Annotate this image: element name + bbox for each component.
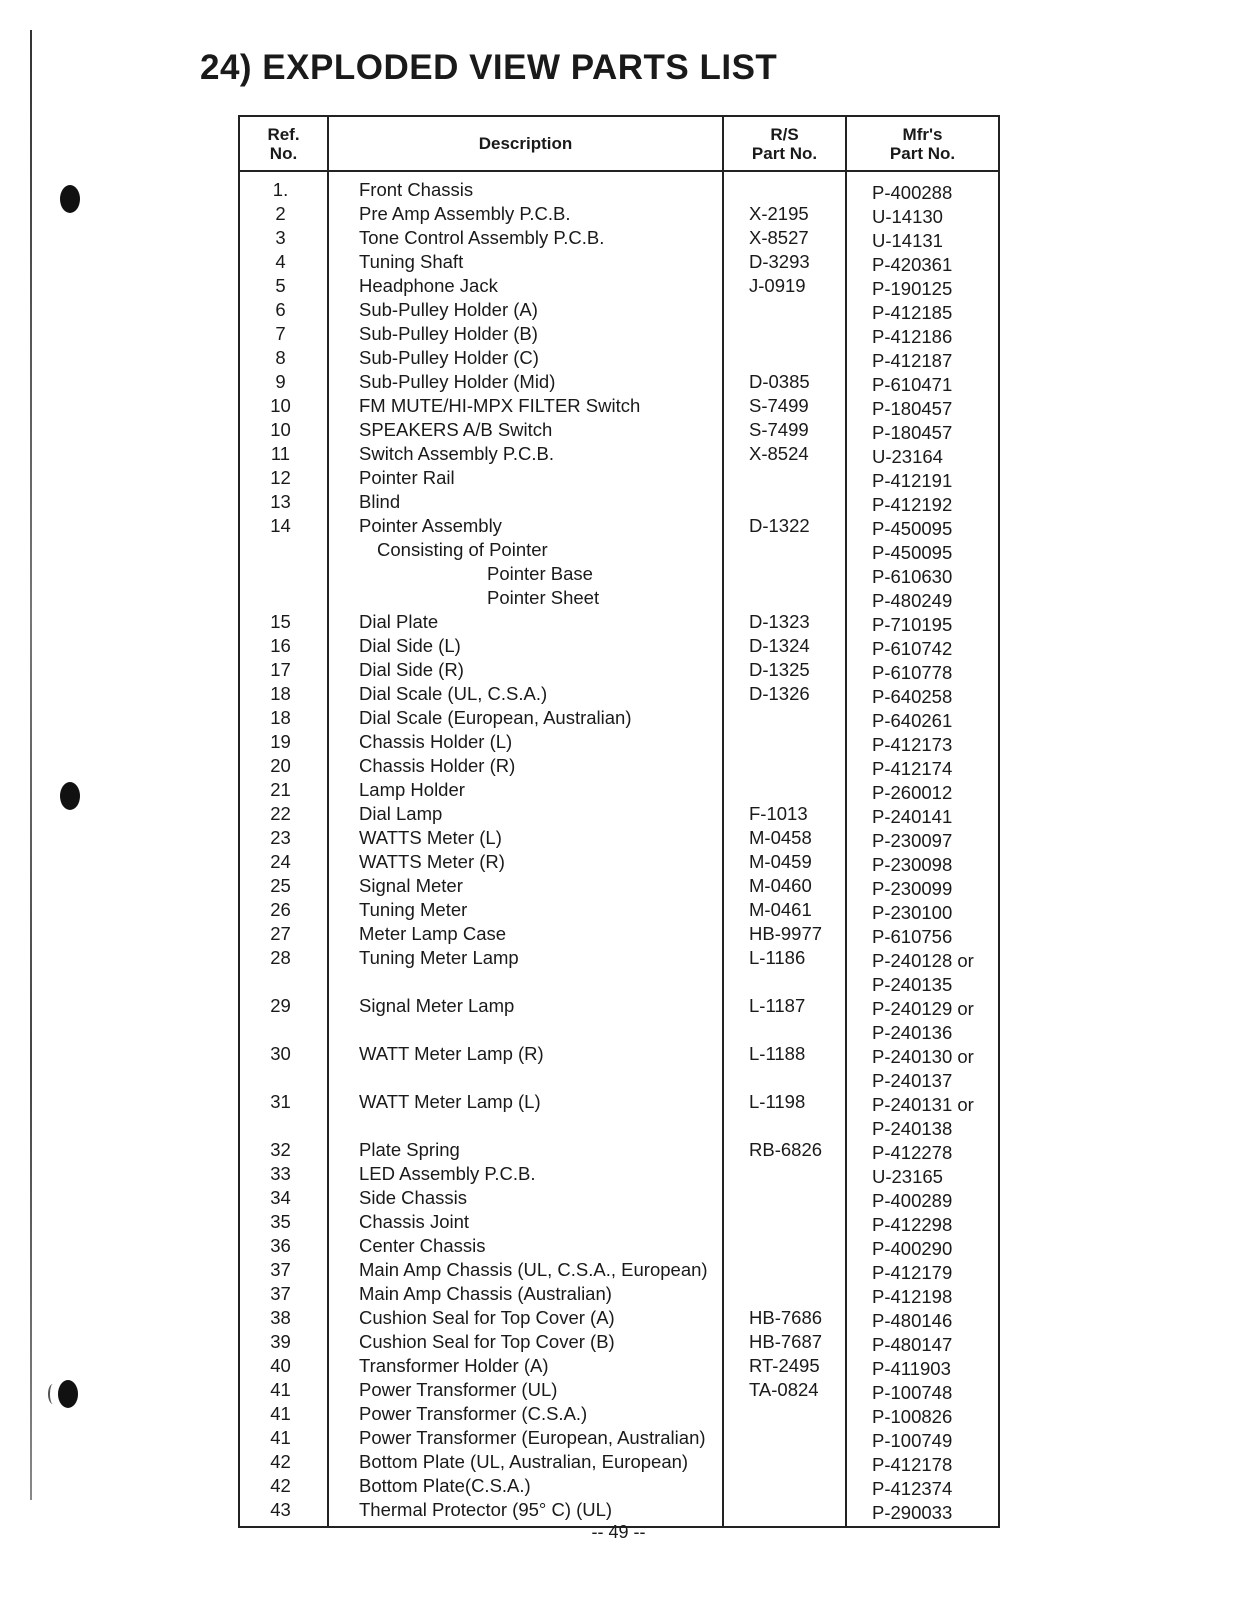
table-row <box>240 778 998 802</box>
mfr-part-cell: P-412192 <box>872 494 953 515</box>
table-row <box>240 634 998 658</box>
table-body <box>240 172 998 1526</box>
ref-cell: 32 <box>270 1139 291 1160</box>
ref-cell: 17 <box>270 659 291 680</box>
mfr-part-cell: P-480146 <box>872 1310 953 1331</box>
table-row <box>240 1474 998 1498</box>
ref-cell <box>240 538 329 562</box>
rs-part-cell <box>724 562 847 586</box>
table-row <box>240 970 998 994</box>
description-cell: Tone Control Assembly P.C.B. <box>359 227 605 248</box>
description-cell: Chassis Holder (L) <box>359 731 513 752</box>
description-cell: Chassis Holder (R) <box>359 755 516 776</box>
rs-part-cell <box>724 1066 847 1090</box>
ref-cell: 4 <box>275 251 286 272</box>
rs-part-cell: S-7499 <box>749 395 809 416</box>
mfr-part-cell: P-412198 <box>872 1286 953 1307</box>
mfr-part-cell: P-412174 <box>872 758 953 779</box>
ref-cell: 41 <box>270 1427 291 1448</box>
description-cell: Front Chassis <box>359 179 474 200</box>
rs-part-cell <box>724 1426 847 1450</box>
table-row <box>240 898 998 922</box>
description-cell: Pointer Assembly <box>359 515 502 536</box>
description-cell: Consisting of Pointer <box>377 539 548 560</box>
description-cell: Cushion Seal for Top Cover (B) <box>359 1331 615 1352</box>
table-row <box>240 178 998 202</box>
description-cell: Sub-Pulley Holder (B) <box>359 323 538 344</box>
description-cell <box>329 1018 724 1042</box>
ref-cell: 6 <box>275 299 286 320</box>
ref-cell: 10 <box>270 395 291 416</box>
mfr-part-cell: P-412178 <box>872 1454 953 1475</box>
description-cell <box>329 1114 724 1138</box>
mfr-part-cell: P-240135 <box>872 974 953 995</box>
mfr-part-cell: P-180457 <box>872 398 953 419</box>
rs-part-cell <box>724 778 847 802</box>
mfr-part-cell: P-640261 <box>872 710 953 731</box>
description-cell: Bottom Plate(C.S.A.) <box>359 1475 531 1496</box>
table-row <box>240 1234 998 1258</box>
punch-hole-middle <box>60 782 80 810</box>
ref-cell: 26 <box>270 899 291 920</box>
table-row <box>240 922 998 946</box>
description-cell: Meter Lamp Case <box>359 923 507 944</box>
table-row <box>240 1210 998 1234</box>
description-cell: Tuning Meter <box>359 899 468 920</box>
ref-cell: 35 <box>270 1211 291 1232</box>
ref-cell: 14 <box>270 515 291 536</box>
table-row <box>240 466 998 490</box>
ref-cell: 41 <box>270 1403 291 1424</box>
description-cell: Tuning Shaft <box>359 251 464 272</box>
table-row <box>240 1138 998 1162</box>
mfr-part-cell: P-610778 <box>872 662 953 683</box>
description-cell: Lamp Holder <box>359 779 465 800</box>
ref-cell: 7 <box>275 323 286 344</box>
rs-part-cell <box>724 1282 847 1306</box>
table-row <box>240 1042 998 1066</box>
table-row <box>240 1162 998 1186</box>
ref-cell: 25 <box>270 875 291 896</box>
table-row <box>240 706 998 730</box>
ref-cell <box>240 586 329 610</box>
ref-cell: 37 <box>270 1283 291 1304</box>
rs-part-cell <box>724 754 847 778</box>
rs-part-cell: D-1324 <box>749 635 810 656</box>
mfr-part-cell: P-412374 <box>872 1478 953 1499</box>
binding-edge <box>30 30 32 1500</box>
rs-part-cell: M-0461 <box>749 899 812 920</box>
description-cell: WATT Meter Lamp (R) <box>359 1043 544 1064</box>
mfr-part-cell: P-412191 <box>872 470 953 491</box>
table-row <box>240 442 998 466</box>
description-cell: Main Amp Chassis (UL, C.S.A., European) <box>359 1259 708 1280</box>
ref-cell: 37 <box>270 1259 291 1280</box>
header-rs-part-no: R/S Part No. <box>724 117 847 170</box>
table-row <box>240 298 998 322</box>
description-cell: LED Assembly P.C.B. <box>359 1163 536 1184</box>
table-header <box>240 117 998 172</box>
description-cell: SPEAKERS A/B Switch <box>359 419 553 440</box>
rs-part-cell <box>724 1210 847 1234</box>
ref-cell: 11 <box>270 443 291 464</box>
description-cell: Sub-Pulley Holder (Mid) <box>359 371 556 392</box>
description-cell: WATTS Meter (R) <box>359 851 505 872</box>
description-cell: Cushion Seal for Top Cover (A) <box>359 1307 615 1328</box>
description-cell: Transformer Holder (A) <box>359 1355 549 1376</box>
rs-part-cell: X-8527 <box>749 227 809 248</box>
table-row <box>240 1378 998 1402</box>
table-row <box>240 826 998 850</box>
table-row <box>240 1498 998 1522</box>
ref-cell: 42 <box>270 1451 291 1472</box>
mfr-part-cell: P-240130 or <box>872 1046 974 1067</box>
table-row <box>240 682 998 706</box>
description-cell: WATT Meter Lamp (L) <box>359 1091 541 1112</box>
table-row <box>240 490 998 514</box>
rs-part-cell <box>724 970 847 994</box>
mfr-part-cell: P-230097 <box>872 830 953 851</box>
ref-cell: 39 <box>270 1331 291 1352</box>
ref-cell <box>240 1066 329 1090</box>
ref-cell: 28 <box>270 947 291 968</box>
ref-cell: 19 <box>270 731 291 752</box>
table-row <box>240 850 998 874</box>
rs-part-cell <box>724 1186 847 1210</box>
description-cell <box>329 1066 724 1090</box>
mfr-part-cell: P-290033 <box>872 1502 953 1523</box>
description-cell: Chassis Joint <box>359 1211 470 1232</box>
table-row <box>240 226 998 250</box>
description-cell: Signal Meter <box>359 875 463 896</box>
description-cell: Bottom Plate (UL, Australian, European) <box>359 1451 689 1472</box>
ref-cell: 23 <box>270 827 291 848</box>
description-cell: FM MUTE/HI-MPX FILTER Switch <box>359 395 641 416</box>
table-row <box>240 1114 998 1138</box>
mfr-part-cell: P-412185 <box>872 302 953 323</box>
mfr-part-cell: P-400289 <box>872 1190 953 1211</box>
rs-part-cell: S-7499 <box>749 419 809 440</box>
mfr-part-cell: P-610471 <box>872 374 953 395</box>
description-cell: Pointer Sheet <box>487 587 600 608</box>
mfr-part-cell: P-240138 <box>872 1118 953 1139</box>
mfr-part-cell: P-610756 <box>872 926 953 947</box>
mfr-part-cell: P-400290 <box>872 1238 953 1259</box>
rs-part-cell <box>724 1498 847 1522</box>
description-cell: Signal Meter Lamp <box>359 995 515 1016</box>
rs-part-cell <box>724 538 847 562</box>
description-cell: Power Transformer (C.S.A.) <box>359 1403 588 1424</box>
table-row <box>240 1018 998 1042</box>
table-row <box>240 1066 998 1090</box>
mfr-part-cell: P-412187 <box>872 350 953 371</box>
ref-cell: 40 <box>270 1355 291 1376</box>
mfr-part-cell: P-610630 <box>872 566 953 587</box>
table-row <box>240 250 998 274</box>
rs-part-cell <box>724 466 847 490</box>
rs-part-cell: HB-9977 <box>749 923 823 944</box>
table-row <box>240 514 998 538</box>
table-row <box>240 1186 998 1210</box>
mfr-part-cell: P-260012 <box>872 782 953 803</box>
punch-hole-top <box>60 185 80 213</box>
description-cell: Dial Scale (European, Australian) <box>359 707 632 728</box>
mfr-part-cell: P-420361 <box>872 254 953 275</box>
table-row <box>240 658 998 682</box>
mfr-part-cell: P-412173 <box>872 734 953 755</box>
punch-hole-bottom <box>58 1380 78 1408</box>
header-mfr-part-no: Mfr's Part No. <box>889 124 956 163</box>
description-cell: Sub-Pulley Holder (A) <box>359 299 538 320</box>
mfr-part-cell: P-412278 <box>872 1142 953 1163</box>
rs-part-cell: M-0459 <box>749 851 812 872</box>
ref-cell: 22 <box>270 803 291 824</box>
mfr-part-cell: U-14131 <box>872 230 943 251</box>
description-cell: Pointer Base <box>487 563 593 584</box>
rs-part-cell: L-1188 <box>749 1043 806 1064</box>
mfr-part-cell: P-230099 <box>872 878 953 899</box>
mfr-part-cell: P-240136 <box>872 1022 953 1043</box>
table-row <box>240 874 998 898</box>
mfr-part-cell: P-100826 <box>872 1406 953 1427</box>
mfr-part-cell: P-480147 <box>872 1334 953 1355</box>
rs-part-cell <box>724 586 847 610</box>
rs-part-cell <box>724 706 847 730</box>
rs-part-cell: M-0460 <box>749 875 812 896</box>
description-cell: Dial Side (R) <box>359 659 464 680</box>
table-row <box>240 754 998 778</box>
rs-part-cell: D-1323 <box>749 611 810 632</box>
ref-cell: 12 <box>270 467 291 488</box>
description-cell: Dial Scale (UL, C.S.A.) <box>359 683 548 704</box>
table-row <box>240 202 998 226</box>
rs-part-cell: X-8524 <box>749 443 809 464</box>
rs-part-cell <box>724 322 847 346</box>
rs-part-cell: F-1013 <box>749 803 808 824</box>
table-row <box>240 274 998 298</box>
description-cell: Dial Lamp <box>359 803 443 824</box>
description-cell: Power Transformer (European, Australian) <box>359 1427 706 1448</box>
table-row <box>240 418 998 442</box>
header-description: Description <box>329 117 724 170</box>
table-row <box>240 946 998 970</box>
description-cell: Power Transformer (UL) <box>359 1379 558 1400</box>
mfr-part-cell: P-411903 <box>872 1358 951 1379</box>
ref-cell: 13 <box>270 491 291 512</box>
rs-part-cell: D-3293 <box>749 251 810 272</box>
ref-cell: 31 <box>270 1091 291 1112</box>
ref-cell: 38 <box>270 1307 291 1328</box>
table-row <box>240 370 998 394</box>
rs-part-cell: TA-0824 <box>749 1379 819 1400</box>
rs-part-cell: D-1322 <box>749 515 810 536</box>
ref-cell: 24 <box>270 851 291 872</box>
table-row <box>240 730 998 754</box>
rs-part-cell <box>724 1234 847 1258</box>
description-cell: Center Chassis <box>359 1235 486 1256</box>
table-row <box>240 1354 998 1378</box>
mfr-part-cell: P-230100 <box>872 902 953 923</box>
ref-cell: 8 <box>275 347 286 368</box>
ref-cell: 27 <box>270 923 291 944</box>
rs-part-cell <box>724 730 847 754</box>
description-cell: Blind <box>359 491 401 512</box>
rs-part-cell: D-1326 <box>749 683 810 704</box>
table-row <box>240 538 998 562</box>
rs-part-cell <box>724 346 847 370</box>
ref-cell: 36 <box>270 1235 291 1256</box>
table-row <box>240 1306 998 1330</box>
description-cell <box>329 970 724 994</box>
ref-cell: 41 <box>270 1379 291 1400</box>
mfr-part-cell: P-240131 or <box>872 1094 974 1115</box>
description-cell: Dial Side (L) <box>359 635 461 656</box>
mfr-part-cell: P-240128 or <box>872 950 974 971</box>
table-row <box>240 322 998 346</box>
table-row <box>240 1282 998 1306</box>
rs-part-cell: RT-2495 <box>749 1355 820 1376</box>
mfr-part-cell: U-14130 <box>872 206 943 227</box>
ref-cell: 29 <box>270 995 291 1016</box>
table-row <box>240 802 998 826</box>
header-ref-no: Ref. No. <box>240 117 329 170</box>
mfr-part-cell: P-610742 <box>872 638 953 659</box>
rs-part-cell <box>724 1114 847 1138</box>
ref-cell: 20 <box>270 755 291 776</box>
mfr-part-cell: P-240129 or <box>872 998 974 1019</box>
description-cell: Plate Spring <box>359 1139 460 1160</box>
rs-part-cell: RB-6826 <box>749 1139 823 1160</box>
parts-table <box>238 115 1000 1528</box>
rs-part-cell: HB-7687 <box>749 1331 823 1352</box>
table-row <box>240 1426 998 1450</box>
rs-part-cell: D-1325 <box>749 659 810 680</box>
ref-cell: 34 <box>270 1187 291 1208</box>
description-cell: Headphone Jack <box>359 275 498 296</box>
ref-cell <box>240 1114 329 1138</box>
rs-part-cell <box>724 1258 847 1282</box>
rs-part-cell: J-0919 <box>749 275 806 296</box>
rs-part-cell: L-1187 <box>749 995 806 1016</box>
rs-part-cell: X-2195 <box>749 203 809 224</box>
page-number: -- 49 -- <box>591 1522 646 1542</box>
mfr-part-cell: U-23164 <box>872 446 943 467</box>
rs-part-cell <box>724 178 847 202</box>
table-row <box>240 586 998 610</box>
table-row <box>240 1090 998 1114</box>
description-cell: Dial Plate <box>359 611 439 632</box>
page-title: 24) EXPLODED VIEW PARTS LIST <box>200 48 778 87</box>
ref-cell <box>240 970 329 994</box>
rs-part-cell <box>724 298 847 322</box>
ref-cell: 2 <box>275 203 286 224</box>
rs-part-cell <box>724 1450 847 1474</box>
ref-cell <box>240 562 329 586</box>
mfr-part-cell: P-180457 <box>872 422 953 443</box>
rs-part-cell: D-0385 <box>749 371 810 392</box>
ref-cell: 5 <box>275 275 286 296</box>
rs-part-cell: L-1186 <box>749 947 806 968</box>
mfr-part-cell: P-240141 <box>872 806 953 827</box>
description-cell: Switch Assembly P.C.B. <box>359 443 555 464</box>
mfr-part-cell: P-190125 <box>872 278 953 299</box>
ref-cell: 18 <box>270 707 291 728</box>
table-row <box>240 394 998 418</box>
ref-cell: 21 <box>270 779 291 800</box>
description-cell: Thermal Protector (95° C) (UL) <box>359 1499 613 1520</box>
mfr-part-cell: P-412179 <box>872 1262 953 1283</box>
description-cell: Tuning Meter Lamp <box>359 947 519 968</box>
table-row <box>240 1330 998 1354</box>
rs-part-cell: HB-7686 <box>749 1307 823 1328</box>
mfr-part-cell: U-23165 <box>872 1166 943 1187</box>
table-row <box>240 562 998 586</box>
mfr-part-cell: P-240137 <box>872 1070 953 1091</box>
ref-cell: 1. <box>272 179 289 200</box>
mfr-part-cell: P-710195 <box>872 614 953 635</box>
table-row <box>240 1402 998 1426</box>
rs-part-cell <box>724 1474 847 1498</box>
ref-cell: 9 <box>275 371 286 392</box>
mfr-part-cell: P-230098 <box>872 854 953 875</box>
rs-part-cell <box>724 490 847 514</box>
description-cell: Main Amp Chassis (Australian) <box>359 1283 612 1304</box>
description-cell: Side Chassis <box>359 1187 467 1208</box>
rs-part-cell <box>724 1018 847 1042</box>
ref-cell: 18 <box>270 683 291 704</box>
ref-cell: 33 <box>270 1163 291 1184</box>
mfr-part-cell: P-640258 <box>872 686 953 707</box>
rs-part-cell: L-1198 <box>749 1091 806 1112</box>
mfr-part-cell: P-450095 <box>872 518 953 539</box>
rs-part-cell <box>724 1162 847 1186</box>
mfr-part-cell: P-400288 <box>872 182 953 203</box>
mfr-part-cell: P-412298 <box>872 1214 953 1235</box>
table-row <box>240 346 998 370</box>
ref-cell: 15 <box>270 611 291 632</box>
mfr-part-cell: P-450095 <box>872 542 953 563</box>
ref-cell <box>240 1018 329 1042</box>
table-row <box>240 994 998 1018</box>
rs-part-cell: M-0458 <box>749 827 812 848</box>
table-row <box>240 1450 998 1474</box>
mfr-part-cell: P-100749 <box>872 1430 953 1451</box>
description-cell: Pre Amp Assembly P.C.B. <box>359 203 571 224</box>
mfr-part-cell: P-412186 <box>872 326 953 347</box>
rs-part-cell <box>724 1402 847 1426</box>
ref-cell: 10 <box>270 419 291 440</box>
ref-cell: 16 <box>270 635 291 656</box>
mfr-part-cell: P-100748 <box>872 1382 953 1403</box>
ref-cell: 43 <box>270 1499 291 1520</box>
description-cell: Sub-Pulley Holder (C) <box>359 347 539 368</box>
ref-cell: 42 <box>270 1475 291 1496</box>
ref-cell: 30 <box>270 1043 291 1064</box>
mfr-part-cell: P-480249 <box>872 590 953 611</box>
table-row <box>240 1258 998 1282</box>
table-row <box>240 610 998 634</box>
ref-cell: 3 <box>275 227 286 248</box>
description-cell: Pointer Rail <box>359 467 455 488</box>
description-cell: WATTS Meter (L) <box>359 827 502 848</box>
